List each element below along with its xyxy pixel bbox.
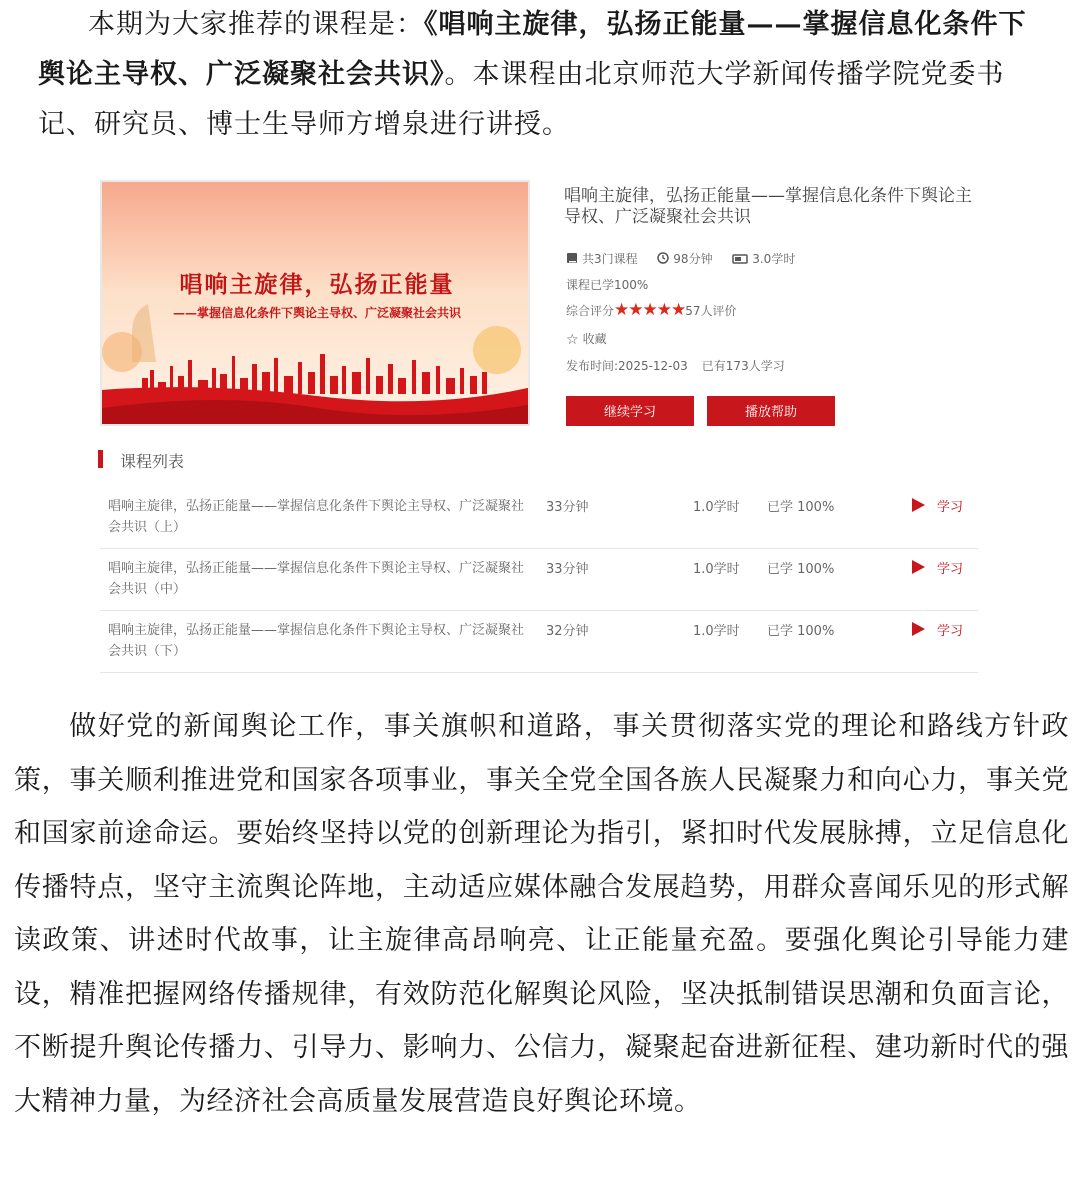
course-info bbox=[564, 186, 994, 228]
lesson-hours: 1.0学时 bbox=[693, 562, 740, 577]
lesson-progress: 已学 100% bbox=[767, 624, 835, 639]
playback-help-button[interactable]: 播放帮助 bbox=[707, 396, 835, 426]
star-outline-icon: ☆ bbox=[566, 331, 579, 348]
publish-info bbox=[566, 357, 785, 374]
course-stats bbox=[566, 250, 795, 267]
play-icon[interactable] bbox=[912, 622, 925, 636]
course-rating bbox=[566, 300, 737, 320]
body-paragraph bbox=[14, 700, 1069, 1128]
course-list-header bbox=[98, 448, 978, 470]
banner-subtitle: ——掌握信息化条件下舆论主导权、广泛凝聚社会共识 bbox=[172, 306, 461, 320]
play-icon[interactable] bbox=[912, 498, 925, 512]
lesson-hours: 1.0学时 bbox=[693, 624, 740, 639]
lesson-name[interactable]: 唱响主旋律，弘扬正能量——掌握信息化条件下舆论主导权、广泛凝聚社会共识（上） bbox=[108, 499, 525, 535]
table-row bbox=[100, 612, 978, 673]
favorite-button[interactable] bbox=[566, 330, 607, 348]
course-progress: 课程已学100% bbox=[566, 278, 649, 292]
table-row bbox=[100, 488, 978, 549]
intro-course-title: 《唱响主旋律，弘扬正能量——掌握信息化条件下舆论主导权、广泛凝聚社会共识》 bbox=[38, 9, 1027, 90]
book-icon bbox=[566, 252, 578, 267]
lesson-duration: 33分钟 bbox=[546, 562, 589, 577]
course-card bbox=[100, 180, 980, 430]
lesson-duration: 32分钟 bbox=[546, 624, 589, 639]
lesson-count: 共3门课程 bbox=[582, 252, 638, 266]
intro-prefix: 本期为大家推荐的课程是： bbox=[88, 9, 424, 40]
intro-suffix: 。本课程由北京师范大学新闻传播学院党委书记、研究员、博士生导师方增泉进行讲授。 bbox=[38, 59, 1005, 140]
intro-paragraph bbox=[38, 0, 1048, 150]
course-list-title: 课程列表 bbox=[120, 452, 185, 471]
lesson-name[interactable]: 唱响主旋律，弘扬正能量——掌握信息化条件下舆论主导权、广泛凝聚社会共识（下） bbox=[108, 623, 525, 659]
lesson-hours: 1.0学时 bbox=[693, 500, 740, 515]
section-marker bbox=[98, 450, 103, 468]
continue-learning-button[interactable]: 继续学习 bbox=[566, 396, 694, 426]
study-link[interactable]: 学习 bbox=[937, 500, 964, 515]
course-banner[interactable] bbox=[100, 180, 530, 426]
lesson-progress: 已学 100% bbox=[767, 562, 835, 577]
banner-title: 唱响主旋律，弘扬正能量 bbox=[179, 271, 455, 298]
learner-count: 已有173人学习 bbox=[701, 359, 785, 373]
lesson-name[interactable]: 唱响主旋律，弘扬正能量——掌握信息化条件下舆论主导权、广泛凝聚社会共识（中） bbox=[108, 561, 525, 597]
lesson-progress: 已学 100% bbox=[767, 500, 835, 515]
rating-stars: ★★★★★ bbox=[614, 300, 686, 320]
table-row bbox=[100, 550, 978, 611]
course-credits: 3.0学时 bbox=[752, 252, 796, 266]
study-link[interactable]: 学习 bbox=[937, 624, 964, 639]
rating-count: 57人评价 bbox=[685, 304, 737, 318]
study-link[interactable]: 学习 bbox=[937, 562, 964, 577]
body-text: 做好党的新闻舆论工作，事关旗帜和道路，事关贯彻落实党的理论和路线方针政策，事关顺利推进党和国家各项事业，事关全党全国各族人民凝聚力和向心力，事关党和国家前途命运。要始终坚持以党的创新理论为指引，紧扣时代发展脉搏，立足信息化传播特点，坚守主流舆论阵地，主动适应媒体融合发展趋势，用群众喜闻乐见的形式解读政策、讲述时代故事，让主旋律高昂响亮、让正能量充盈。要强化舆论引导能力建设，精准把握网络传播规律，有效防范化解舆论风险，坚决抵制错误思潮和负面言论，不断提升舆论传播力、引导力、影响力、公信力，凝聚起奋进新征程、建功新时代的强大精神力量，为经济社会高质量发展营造良好舆论环境。 bbox=[14, 711, 1069, 1117]
credit-icon bbox=[732, 253, 748, 267]
course-duration: 98分钟 bbox=[673, 252, 713, 266]
clock-icon bbox=[657, 252, 669, 267]
course-title[interactable]: 唱响主旋律，弘扬正能量——掌握信息化条件下舆论主导权、广泛凝聚社会共识 bbox=[564, 186, 972, 227]
favorite-label: 收藏 bbox=[582, 332, 607, 346]
play-icon[interactable] bbox=[912, 560, 925, 574]
lesson-duration: 33分钟 bbox=[546, 500, 589, 515]
rating-label: 综合评分 bbox=[566, 304, 615, 318]
publish-date: 发布时间:2025-12-03 bbox=[566, 359, 688, 373]
